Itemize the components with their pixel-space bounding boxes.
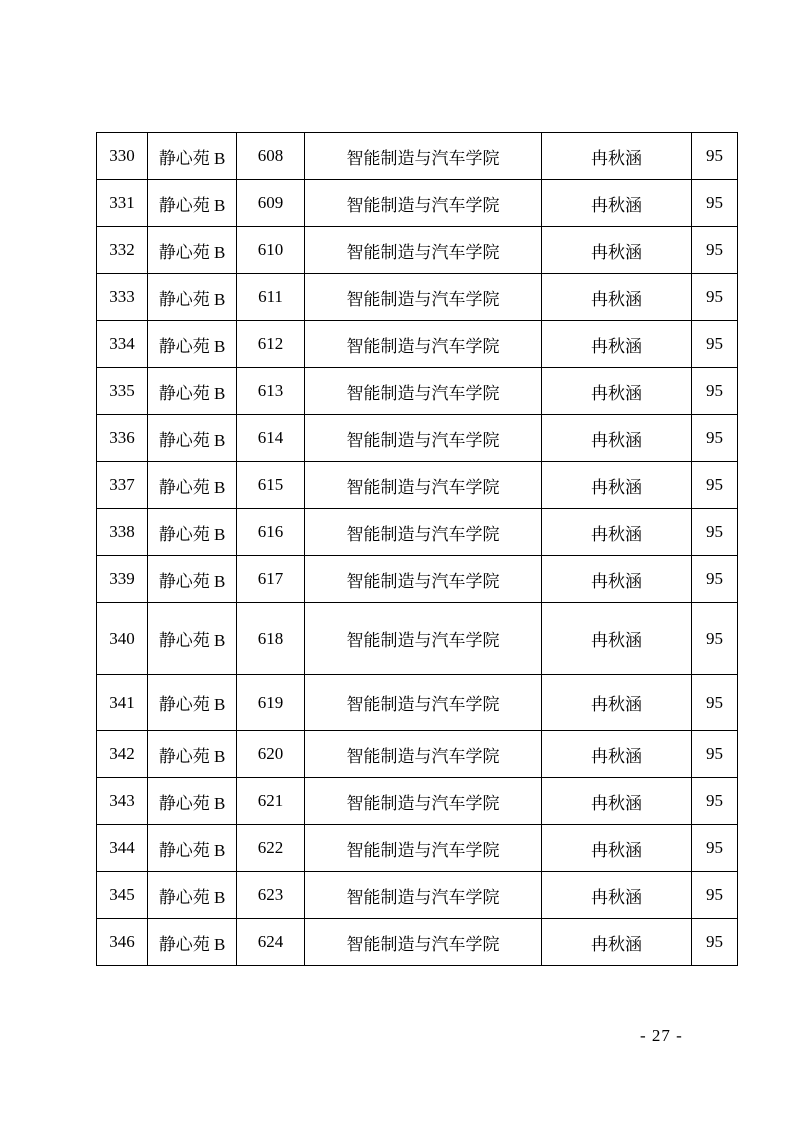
building-cell: 静心苑 B [148,321,237,368]
name-cell: 冉秋涵 [542,509,692,556]
row-number-cell: 336 [97,415,148,462]
building-cell: 静心苑 B [148,274,237,321]
college-cell: 智能制造与汽车学院 [305,462,542,509]
table-row [97,825,738,872]
room-cell: 609 [237,180,305,227]
name-cell: 冉秋涵 [542,227,692,274]
room-cell: 624 [237,919,305,966]
room-cell: 608 [237,133,305,180]
table-row [97,509,738,556]
score-cell: 95 [692,603,738,675]
name-cell: 冉秋涵 [542,556,692,603]
name-cell: 冉秋涵 [542,321,692,368]
room-cell: 615 [237,462,305,509]
score-cell: 95 [692,227,738,274]
building-cell: 静心苑 B [148,368,237,415]
row-number-cell: 338 [97,509,148,556]
building-cell: 静心苑 B [148,462,237,509]
name-cell: 冉秋涵 [542,274,692,321]
college-cell: 智能制造与汽车学院 [305,556,542,603]
name-cell: 冉秋涵 [542,133,692,180]
college-cell: 智能制造与汽车学院 [305,509,542,556]
college-cell: 智能制造与汽车学院 [305,321,542,368]
room-cell: 621 [237,778,305,825]
building-cell: 静心苑 B [148,778,237,825]
row-number-cell: 333 [97,274,148,321]
score-cell: 95 [692,731,738,778]
name-cell: 冉秋涵 [542,825,692,872]
table-row [97,133,738,180]
table-row [97,321,738,368]
college-cell: 智能制造与汽车学院 [305,872,542,919]
room-cell: 623 [237,872,305,919]
building-cell: 静心苑 B [148,919,237,966]
table-row [97,368,738,415]
building-cell: 静心苑 B [148,180,237,227]
table-row [97,556,738,603]
row-number-cell: 331 [97,180,148,227]
row-number-cell: 335 [97,368,148,415]
college-cell: 智能制造与汽车学院 [305,825,542,872]
score-cell: 95 [692,556,738,603]
name-cell: 冉秋涵 [542,368,692,415]
score-cell: 95 [692,675,738,731]
room-cell: 611 [237,274,305,321]
row-number-cell: 330 [97,133,148,180]
room-cell: 616 [237,509,305,556]
page-number: - 27 - [640,1026,683,1045]
score-cell: 95 [692,919,738,966]
room-cell: 613 [237,368,305,415]
building-cell: 静心苑 B [148,872,237,919]
table-row [97,778,738,825]
row-number-cell: 332 [97,227,148,274]
room-cell: 614 [237,415,305,462]
table-row [97,603,738,675]
score-cell: 95 [692,509,738,556]
row-number-cell: 345 [97,872,148,919]
college-cell: 智能制造与汽车学院 [305,180,542,227]
score-cell: 95 [692,321,738,368]
room-cell: 620 [237,731,305,778]
table-row [97,872,738,919]
table-row [97,415,738,462]
score-cell: 95 [692,415,738,462]
row-number-cell: 343 [97,778,148,825]
name-cell: 冉秋涵 [542,778,692,825]
college-cell: 智能制造与汽车学院 [305,675,542,731]
row-number-cell: 344 [97,825,148,872]
college-cell: 智能制造与汽车学院 [305,603,542,675]
row-number-cell: 339 [97,556,148,603]
table-row [97,919,738,966]
score-cell: 95 [692,133,738,180]
score-cell: 95 [692,778,738,825]
building-cell: 静心苑 B [148,227,237,274]
row-number-cell: 340 [97,603,148,675]
table-row [97,731,738,778]
college-cell: 智能制造与汽车学院 [305,133,542,180]
score-cell: 95 [692,825,738,872]
room-cell: 617 [237,556,305,603]
row-number-cell: 342 [97,731,148,778]
score-cell: 95 [692,872,738,919]
room-cell: 619 [237,675,305,731]
score-cell: 95 [692,274,738,321]
name-cell: 冉秋涵 [542,603,692,675]
building-cell: 静心苑 B [148,133,237,180]
room-cell: 618 [237,603,305,675]
building-cell: 静心苑 B [148,731,237,778]
room-cell: 612 [237,321,305,368]
building-cell: 静心苑 B [148,675,237,731]
building-cell: 静心苑 B [148,509,237,556]
building-cell: 静心苑 B [148,556,237,603]
room-cell: 622 [237,825,305,872]
college-cell: 智能制造与汽车学院 [305,415,542,462]
row-number-cell: 341 [97,675,148,731]
name-cell: 冉秋涵 [542,675,692,731]
name-cell: 冉秋涵 [542,872,692,919]
name-cell: 冉秋涵 [542,462,692,509]
row-number-cell: 334 [97,321,148,368]
table-row [97,180,738,227]
name-cell: 冉秋涵 [542,731,692,778]
name-cell: 冉秋涵 [542,919,692,966]
building-cell: 静心苑 B [148,415,237,462]
college-cell: 智能制造与汽车学院 [305,227,542,274]
table-row [97,227,738,274]
name-cell: 冉秋涵 [542,180,692,227]
row-number-cell: 337 [97,462,148,509]
score-cell: 95 [692,462,738,509]
building-cell: 静心苑 B [148,825,237,872]
college-cell: 智能制造与汽车学院 [305,919,542,966]
college-cell: 智能制造与汽车学院 [305,274,542,321]
dormitory-score-table [96,132,738,966]
college-cell: 智能制造与汽车学院 [305,731,542,778]
college-cell: 智能制造与汽车学院 [305,368,542,415]
name-cell: 冉秋涵 [542,415,692,462]
score-cell: 95 [692,180,738,227]
college-cell: 智能制造与汽车学院 [305,778,542,825]
table-row [97,462,738,509]
score-cell: 95 [692,368,738,415]
room-cell: 610 [237,227,305,274]
table-row [97,675,738,731]
table-row [97,274,738,321]
row-number-cell: 346 [97,919,148,966]
building-cell: 静心苑 B [148,603,237,675]
